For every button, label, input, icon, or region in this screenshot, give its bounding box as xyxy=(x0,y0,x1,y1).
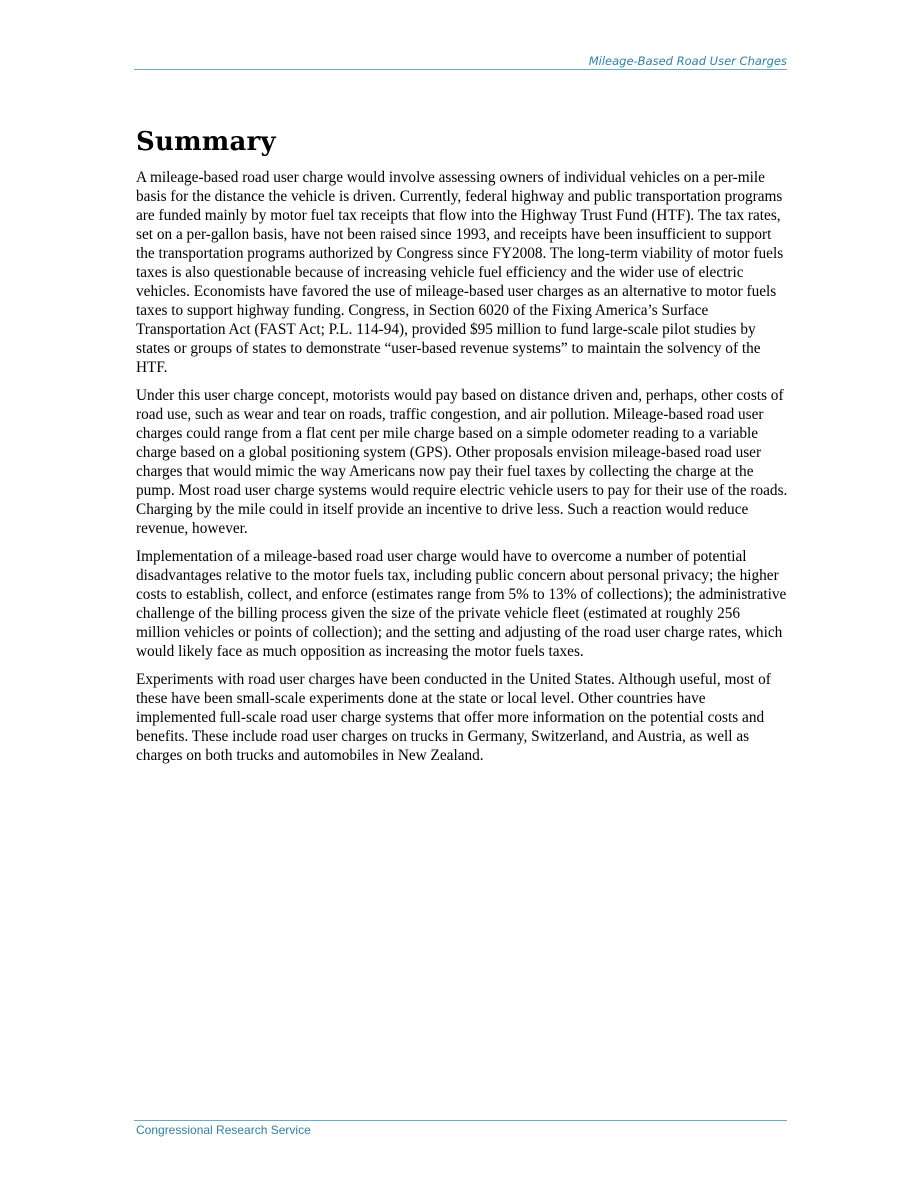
summary-paragraph-3: Implementation of a mileage-based road user charge would have to overcome a number of potential disadvantages relative to the motor fuels tax, including public concern about personal privacy; the higher costs to establish, collect, and enforce (estimates range from 5% to 13% of collections); the administrative challenge of the billing process given the size of the private vehicle fleet (estimated at roughly 256 million vehicles or points of collection); and the setting and adjusting of the road user charge rates, which would likely face as much opposition as increasing the motor fuels taxes. xyxy=(136,548,787,660)
running-header-title: Mileage-Based Road User Charges xyxy=(588,54,787,68)
page-content xyxy=(136,122,788,774)
page-title: Summary xyxy=(136,127,276,157)
summary-paragraph-1: A mileage-based road user charge would involve assessing owners of individual vehicles on a per-mile basis for the distance the vehicle is driven. Currently, federal highway and public transportation programs are funded mainly by motor fuel tax receipts that flow into the Highway Trust Fund (HTF). The tax rates, set on a per-gallon basis, have not been raised since 1993, and receipts have been insufficient to support the transportation programs authorized by Congress since FY2008. The long-term viability of motor fuels taxes is also questionable because of increasing vehicle fuel efficiency and the wider use of electric vehicles. Economists have favored the use of mileage-based user charges as an alternative to motor fuels taxes to support highway funding. Congress, in Section 6020 of the Fixing America’s Surface Transportation Act (FAST Act; P.L. 114-94), provided $95 million to fund large-scale pilot studies by states or groups of states to demonstrate “user-based revenue systems” to maintain the solvency of the HTF. xyxy=(136,169,784,376)
footer-divider xyxy=(134,1120,787,1121)
summary-paragraph-4: Experiments with road user charges have been conducted in the United States. Although useful, most of these have been small-scale experiments done at the state or local level. Other countries have implemented full-scale road user charge systems that offer more information on the potential costs and benefits. These include road user charges on trucks in Germany, Switzerland, and Austria, as well as charges on both trucks and automobiles in New Zealand. xyxy=(136,671,771,764)
summary-paragraph-2: Under this user charge concept, motorists would pay based on distance driven and, perhaps, other costs of road use, such as wear and tear on roads, traffic congestion, and air pollution. Mileage-based road user charges could range from a flat cent per mile charge based on a simple odometer reading to a variable charge based on a global positioning system (GPS). Other proposals envision mileage-based road user charges that would mimic the way Americans now pay their fuel taxes by collecting the charge at the pump. Most road user charge systems would require electric vehicle users to pay for their use of the roads. Charging by the mile could in itself provide an incentive to drive less. Such a reaction would reduce revenue, however. xyxy=(136,387,788,537)
footer-organization: Congressional Research Service xyxy=(136,1123,311,1137)
header-divider xyxy=(134,69,787,70)
